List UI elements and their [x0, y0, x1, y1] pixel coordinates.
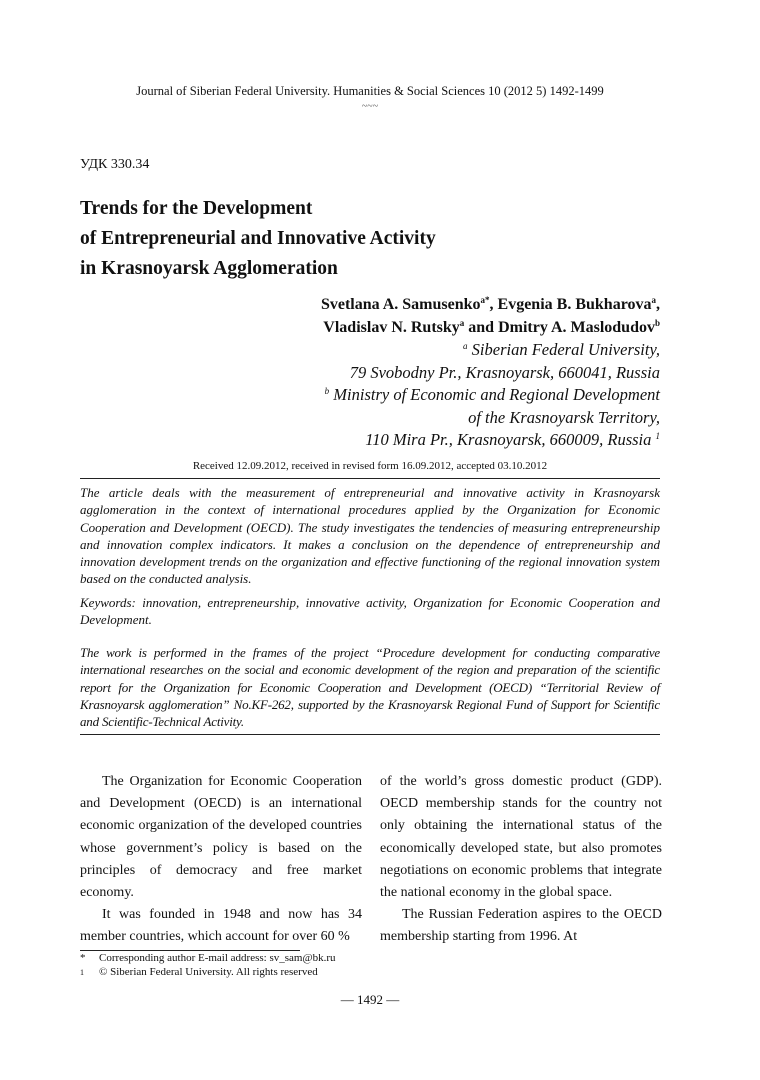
footnote [80, 952, 336, 964]
affiliation-line: 110 Mira Pr., Krasnoyarsk, 660009, Russia [365, 430, 656, 449]
body-paragraph: of the world’s gross domestic product (GDP). OECD membership stands for the country not only obtaining the international status of the economically developed state, but also promotes negotiations on economic problems that integrate the national economy in the global space. [380, 774, 662, 901]
title-line: Trends for the Development [80, 198, 313, 219]
affiliations [325, 339, 660, 452]
page-number: — 1492 — [340, 992, 400, 1007]
affiliation-mark: a [651, 295, 656, 305]
body-paragraph: The Organization for Economic Cooperation and Development (OECD) is an international economic organization of the developed countries whose government’s policy is based on the principles of democracy and free market economy. [80, 774, 362, 901]
affiliation-mark: a* [480, 295, 490, 305]
affiliation-mark: a [459, 318, 465, 328]
header-ornament: ~~~ [361, 101, 379, 112]
author-list [321, 293, 660, 339]
footnote-mark: 1 [80, 968, 84, 977]
affiliation-mark: a [463, 341, 468, 351]
footnote-mark: 1 [655, 431, 660, 441]
author-name: Svetlana A. Samusenko [320, 296, 481, 313]
title-line: in Krasnoyarsk Agglomeration [80, 258, 338, 279]
affiliation-line: of the Krasnoyarsk Territory, [468, 407, 660, 427]
footnote-divider [80, 950, 300, 951]
footnote-text: Corresponding author E-mail address: sv_sam@bk.ru [99, 952, 336, 964]
footnote [80, 966, 318, 978]
affiliation-line: 79 Svobodny Pr., Krasnoyarsk, 660041, Russia [349, 362, 660, 382]
footnote-text: © Siberian Federal University. All rights reserved [99, 966, 318, 978]
title-line: of Entrepreneurial and Innovative Activity [80, 228, 436, 249]
body-column-right [380, 771, 662, 949]
received-dates: Received 12.09.2012, received in revised form 16.09.2012, accepted 03.10.2012 [192, 460, 548, 472]
funding-note: The work is performed in the frames of the project “Procedure development for conducting comparative international researches on the social and economic development of the region and preparation of the scientific report for the Organization for Economic Cooperation and Development (OECD) “Territorial Review of Krasnoyarsk agglomeration” No.KF-262, supported by the Krasnoyarsk Regional Fund of Support for Scientific and Scientific-Technical Activity. [80, 645, 660, 730]
affiliation-mark: b [324, 386, 330, 396]
author-name: , Evgenia B. Bukharova [489, 296, 652, 313]
divider [80, 734, 660, 735]
author-name: Vladislav N. Rutsky [323, 319, 460, 336]
body-paragraph: The Russian Federation aspires to the OECD membership starting from 1996. At [380, 907, 662, 945]
body-paragraph: It was founded in 1948 and now has 34 member countries, which account for over 60 % [80, 907, 362, 945]
article-title [80, 194, 436, 284]
journal-header: Journal of Siberian Federal University. Humanities & Social Sciences 10 (2012 5) 1492-1499 [136, 84, 604, 98]
udk-code: УДК 330.34 [80, 157, 150, 172]
author-name: and Dmitry A. Maslodudov [464, 319, 655, 336]
abstract: The article deals with the measurement of entrepreneurial and innovative activity in Krasnoyarsk agglomeration in the context of international procedures applied by the Organization for Economic Cooperation and Development (OECD). The study investigates the tendencies of measuring entrepreneurship and innovation complex indicators. It makes a conclusion on the dependence of entrepreneurship and innovation development trends on the organization and effective functioning of the regional innovation system based on the conducted analysis. [80, 485, 660, 587]
footnote-mark: * [80, 952, 86, 964]
affiliation-mark: b [654, 318, 660, 328]
divider [80, 478, 660, 479]
affiliation-line: Siberian Federal University, [467, 340, 660, 359]
body-column-left [80, 771, 362, 949]
affiliation-line: Ministry of Economic and Regional Development [329, 385, 660, 404]
keywords: Keywords: innovation, entrepreneurship, innovative activity, Organization for Economic Cooperation and Development. [80, 595, 660, 628]
punctuation: , [656, 296, 660, 313]
